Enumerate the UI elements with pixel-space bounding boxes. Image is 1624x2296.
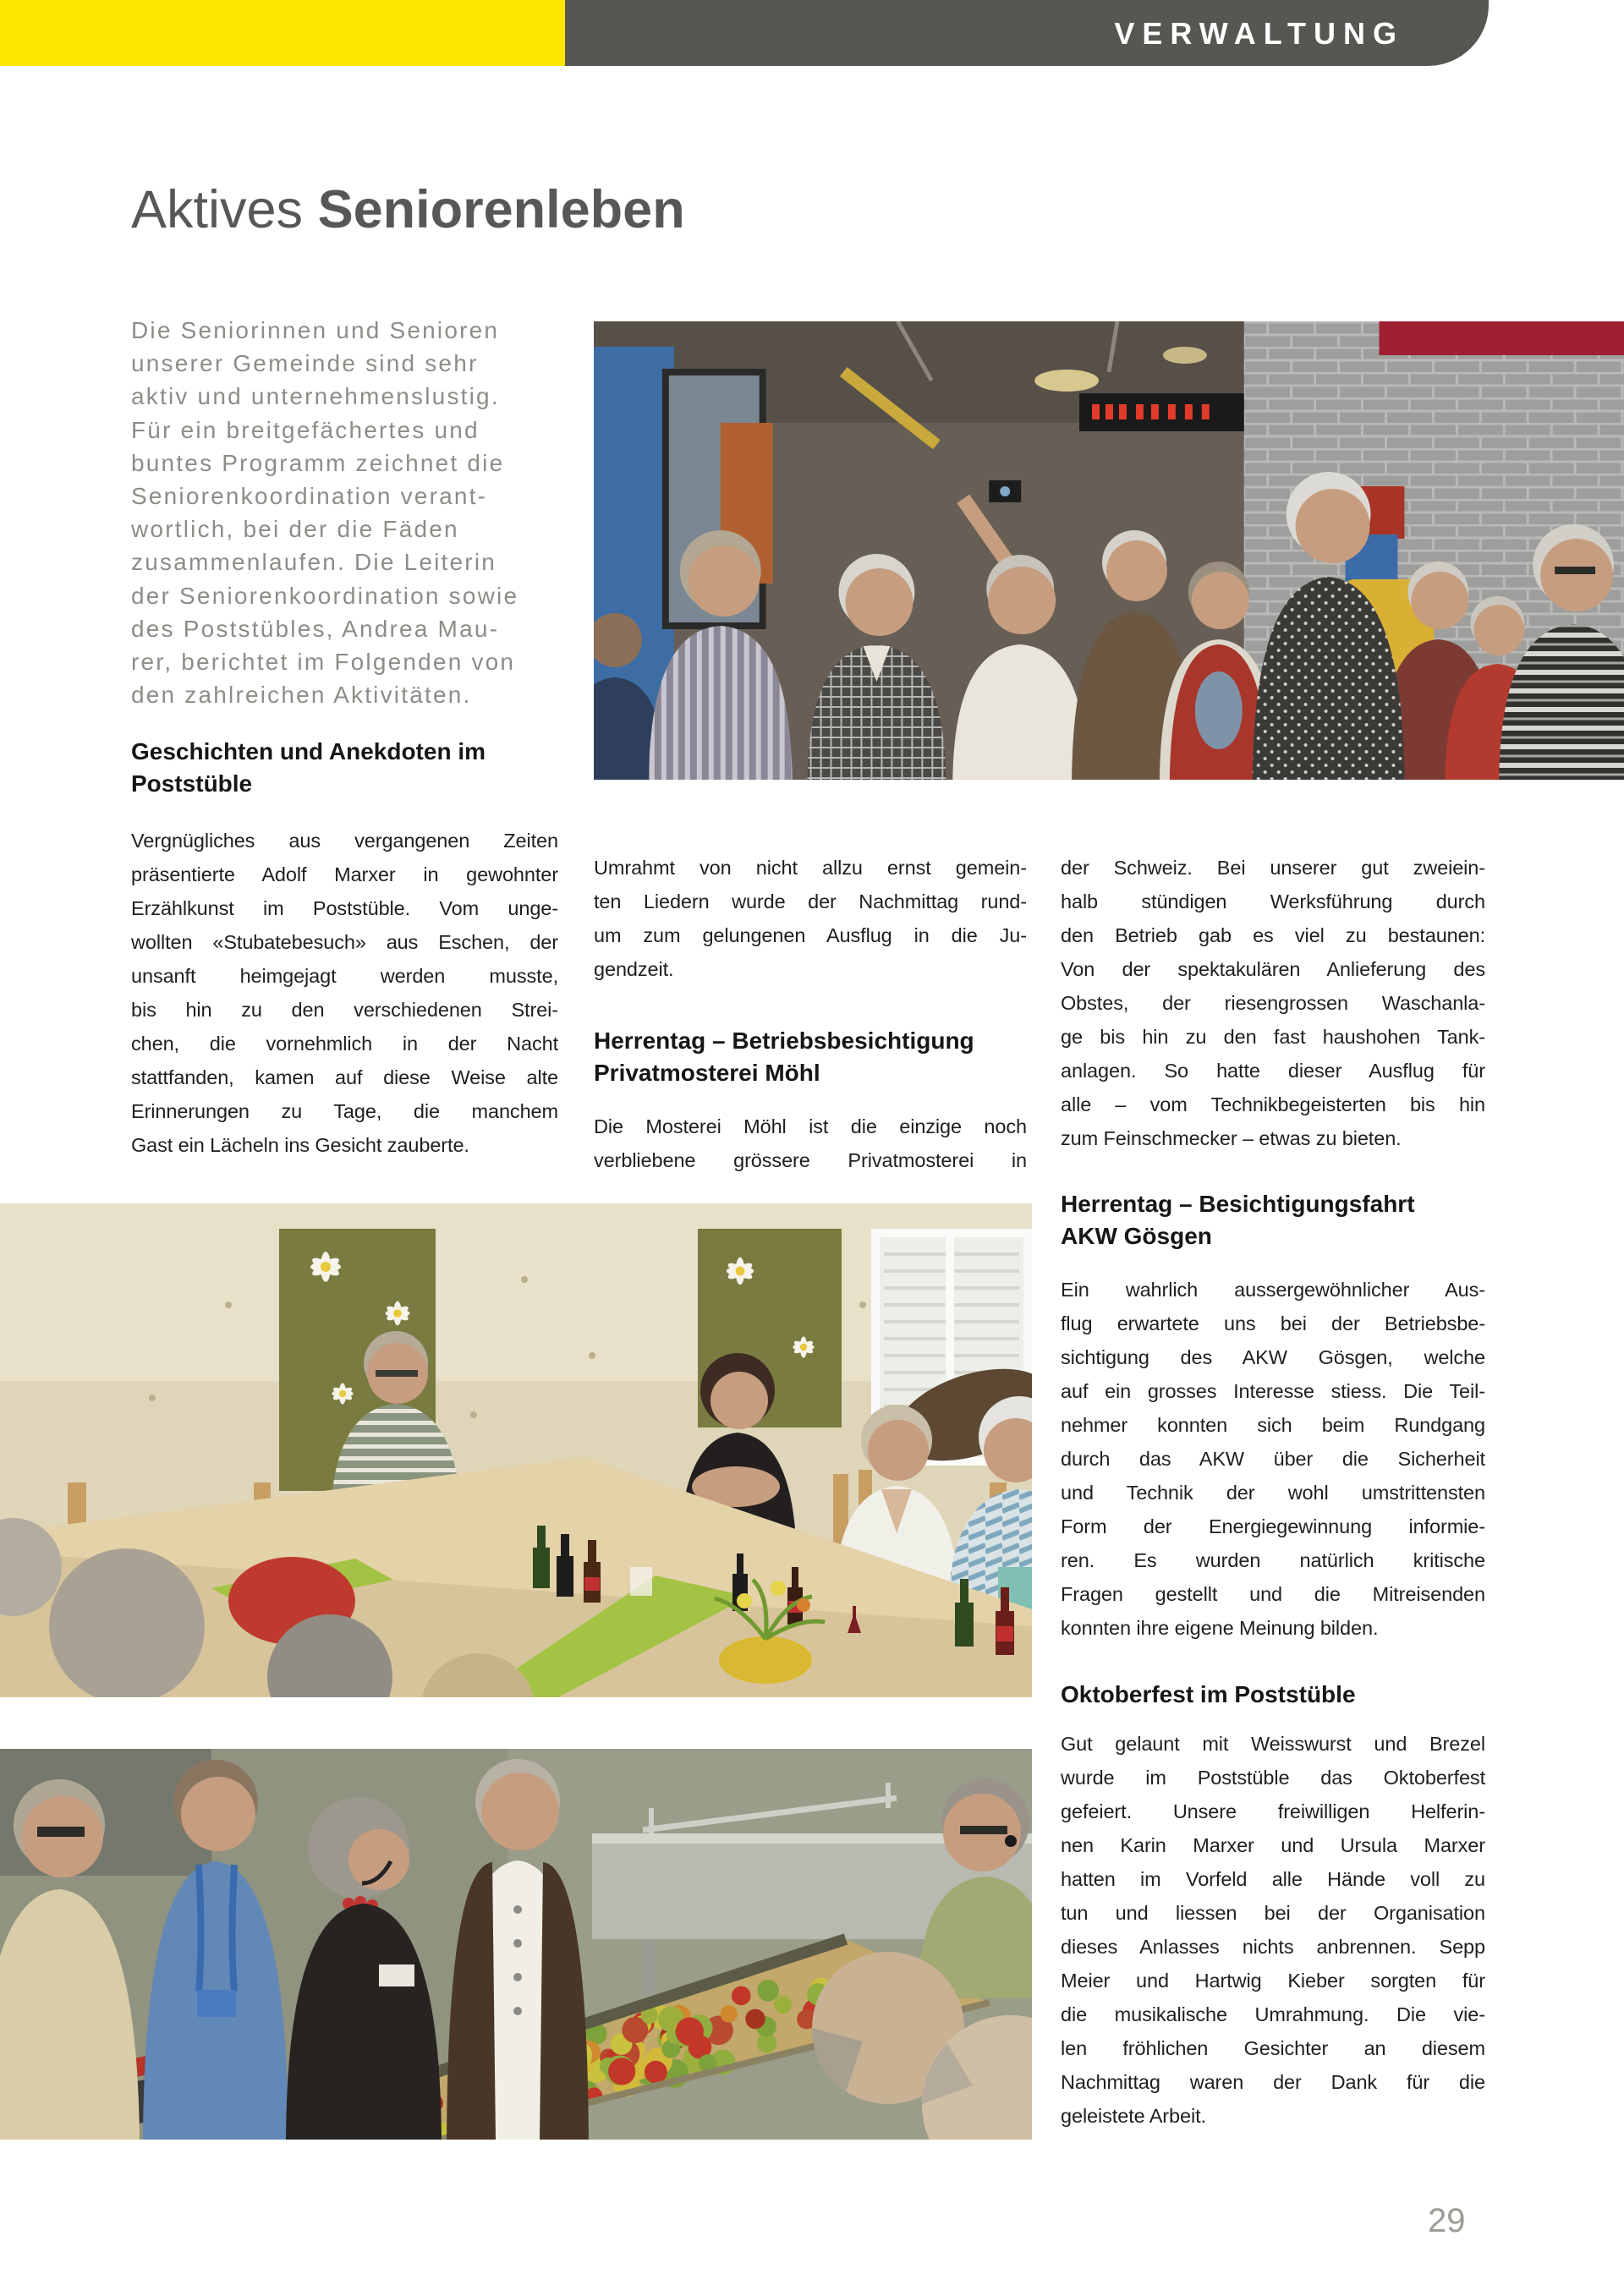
middle-column-para2: Die Mosterei Möhl ist die einzige noch verbliebene grössere Privatmosterei in (594, 1115, 1027, 1171)
photo-seniors-standing-art (594, 321, 1624, 780)
heading-oktoberfest: Oktoberfest im Poststüble (1061, 1681, 1356, 1707)
title-bold: Seniorenleben (317, 180, 685, 239)
left-column-body: Vergnügliches aus vergangenen Zeiten präsentierte Adolf Marxer in gewohnter Erzählkunst im Poststüble. Vom unge- wollten «Stubatebesuch» aus Eschen, der unsanft heimgejagt werden musste, bis hin zu den verschiedenen Strei- chen, die vornehmlich in der Nacht stattfanden, kamen auf diese Weise alte Erinnerungen zu Tage, die manchem Gast ein Lächeln ins Gesicht zauberte. (131, 830, 558, 1156)
heading-herrentag-akw: Herrentag – Besichtigungsfahrt AKW Gösgen (1061, 1191, 1415, 1249)
middle-column-para1: Umrahmt von nicht allzu ernst gemein- ten Liedern wurde der Nachmittag rund- um zum gelungenen Ausflug in die Ju- gendzeit. (594, 857, 1027, 980)
page-number: 29 (1428, 2202, 1466, 2239)
right-column-para2: Ein wahrlich aussergewöhnlicher Aus- flug erwartete uns bei der Betriebsbe- sichtigung des AKW Gösgen, welche auf ein grosses Interesse stiess. Die Teil- nehmer konnten sich beim Rundgang durch das AKW über die Sicherheit und Technik der wohl umstrittensten Form der Energiegewinnung informie- ren. Es wurden natürlich kritische Fragen gestellt und die Mitreisenden konnten ihre eigene Meinung bilden. (1061, 1279, 1485, 1639)
header-yellow-bar (0, 0, 565, 66)
section-tag-label: VERWALTUNG (1114, 16, 1404, 51)
photo-apple-washing-art (0, 1749, 1032, 2140)
right-column-para1: der Schweiz. Bei unserer gut zweiein- halb stündigen Werksführung durch den Betrieb gab es viel zu bestaunen: Von der spektakulären Anlieferung des Obstes, der riesengrossen Waschanla- ge bis hin zu den fast haushohen Tank- anlagen. So hatte dieser Ausflug für alle – vom Technikbegeisterten bis hin zum Feinschmecker – etwas zu bieten. (1061, 857, 1485, 1149)
right-column-para3: Gut gelaunt mit Weisswurst und Brezel wurde im Poststüble das Oktoberfest gefeiert. Unsere freiwilligen Helferin- nen Karin Marxer und Ursula Marxer hatten im Vorfeld alle Hände voll zu tun und liessen bei der Organisation dieses Anlasses nichts anbrennen. Sepp Meier und Hartwig Kieber sorgten für die musikalische Umrahmung. Die vie- len fröhlichen Gesichter an diesem Nachmittag waren der Dank für die geleistete Arbeit. (1061, 1733, 1485, 2127)
photo-seniors-table-art (0, 1203, 1032, 1697)
heading-geschichten: Geschichten und Anekdoten im Poststüble (131, 738, 486, 797)
title-regular: Aktives (131, 180, 304, 239)
photo-seniors-table (0, 1203, 1032, 1697)
header-section-tab (565, 0, 1489, 66)
heading-herrentag-moehl: Herrentag – Betriebsbesichtigung Privatmosterei Möhl (594, 1027, 974, 1086)
photo-seniors-standing (594, 321, 1624, 780)
page-title (131, 179, 685, 240)
intro-paragraph: Die Seniorinnen und Senioren unserer Gemeinde sind sehr aktiv und unternehmenslustig. Für ein breitgefächertes und buntes Programm zeichnet die Seniorenkoordination verant- wortlich, bei der die Fäden zusammenlaufen. Die Leiterin der Seniorenkoordination sowie des Poststübles, Andrea Mau- rer, berichtet im Folgenden von den zahlreichen Aktivitäten. (131, 317, 519, 709)
photo-apple-washing-line (0, 1749, 1032, 2140)
